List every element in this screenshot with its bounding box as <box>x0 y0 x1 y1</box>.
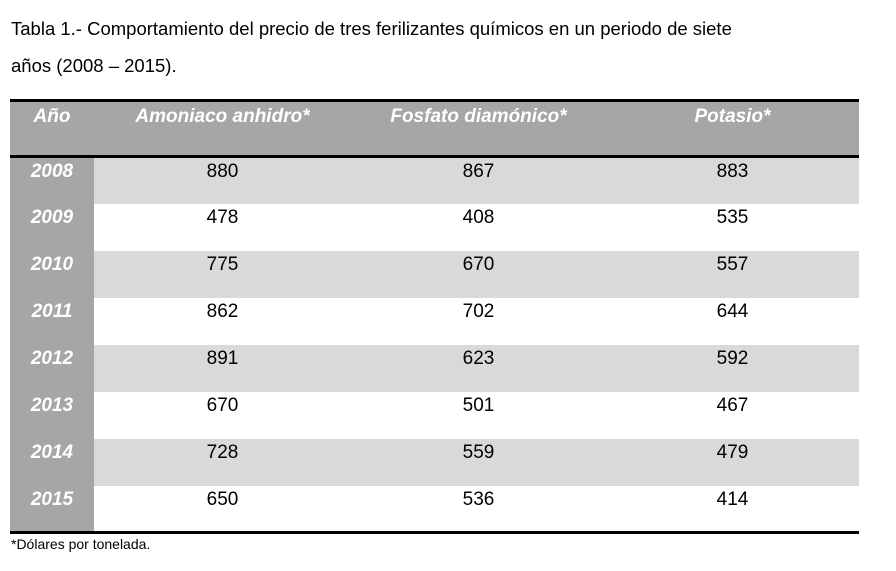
row-year: 2015 <box>10 486 94 533</box>
cell-fosfato: 702 <box>462 300 495 322</box>
row-year: 2010 <box>10 251 94 298</box>
table-row <box>10 392 859 439</box>
cell-amoniaco: 478 <box>206 206 239 228</box>
cell-potasio: 883 <box>606 157 859 204</box>
cell-fosfato: 867 <box>351 157 606 204</box>
cell-amoniaco: 891 <box>94 345 351 392</box>
row-year: 2008 <box>10 157 94 204</box>
header-year: Año <box>10 101 94 157</box>
table-footnote: *Dólares por tonelada. <box>11 536 151 552</box>
cell-potasio: 467 <box>716 394 749 416</box>
cell-amoniaco: 728 <box>94 439 351 486</box>
cell-fosfato: 408 <box>462 206 495 228</box>
cell-fosfato: 536 <box>351 486 606 533</box>
caption-line-1: Tabla 1.- Comportamiento del precio de tres ferilizantes químicos en un periodo de siete <box>11 18 732 39</box>
cell-potasio: 535 <box>716 206 749 228</box>
header-amoniaco: Amoniaco anhidro* <box>94 101 351 157</box>
row-year: 2013 <box>10 392 94 439</box>
cell-amoniaco: 650 <box>94 486 351 533</box>
table-row <box>10 486 859 533</box>
table-row <box>10 298 859 345</box>
table-row <box>10 251 859 298</box>
price-table-container <box>10 99 859 534</box>
table-row <box>10 157 859 204</box>
header-potasio: Potasio* <box>606 101 859 157</box>
table-caption <box>11 10 859 84</box>
fertilizer-price-table <box>10 99 859 534</box>
row-year: 2009 <box>10 204 94 251</box>
cell-amoniaco: 775 <box>94 251 351 298</box>
row-year: 2014 <box>10 439 94 486</box>
caption-line-2: años (2008 – 2015). <box>11 55 177 76</box>
cell-potasio: 414 <box>606 486 859 533</box>
cell-amoniaco: 880 <box>94 157 351 204</box>
cell-fosfato: 623 <box>351 345 606 392</box>
header-fosfato: Fosfato diamónico* <box>351 101 606 157</box>
row-year: 2012 <box>10 345 94 392</box>
cell-fosfato: 670 <box>351 251 606 298</box>
cell-potasio: 479 <box>606 439 859 486</box>
table-header-row <box>10 101 859 157</box>
table-row <box>10 345 859 392</box>
row-year: 2011 <box>10 298 94 345</box>
cell-potasio: 557 <box>606 251 859 298</box>
cell-amoniaco: 862 <box>206 300 239 322</box>
cell-amoniaco: 670 <box>206 394 239 416</box>
table-row <box>10 204 859 251</box>
cell-potasio: 592 <box>606 345 859 392</box>
cell-fosfato: 559 <box>351 439 606 486</box>
table-row <box>10 439 859 486</box>
cell-fosfato: 501 <box>462 394 495 416</box>
cell-potasio: 644 <box>716 300 749 322</box>
